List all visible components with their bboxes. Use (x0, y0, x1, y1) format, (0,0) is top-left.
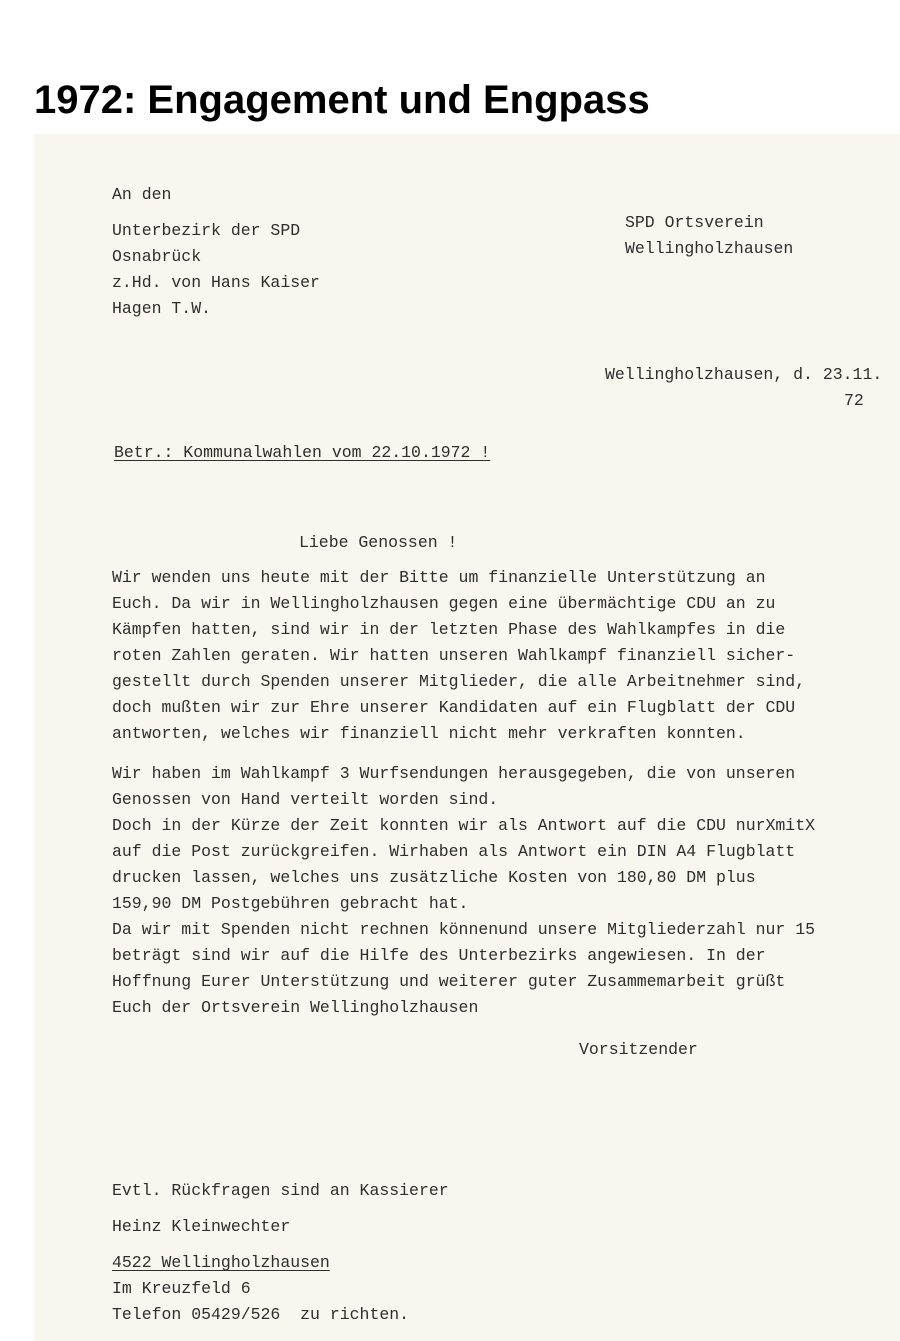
body-line: roten Zahlen geraten. Wir hatten unseren Wahlkampf finanziell sicher- (112, 646, 796, 665)
body-line: Euch der Ortsverein Wellingholzhausen (112, 998, 479, 1017)
body-paragraph-1 (112, 565, 805, 747)
body-line: Kämpfen hatten, sind wir in der letzten Phase des Wahlkampfes in die (112, 620, 786, 639)
footer-line: Im Kreuzfeld 6 (112, 1279, 251, 1298)
body-line: Hoffnung Eurer Unterstützung und weiterer guter Zusammemarbeit grüßt (112, 972, 786, 991)
body-line: beträgt sind wir auf die Hilfe des Unterbezirks angewiesen. In der (112, 946, 766, 965)
recipient-line: Osnabrück (112, 247, 202, 266)
recipient-line: Hagen T.W. (112, 299, 212, 318)
page-title: 1972: Engagement und Engpass (34, 78, 650, 122)
subject-line: Betr.: Kommunalwahlen vom 22.10.1972 ! (114, 443, 491, 462)
body-line: Doch in der Kürze der Zeit konnten wir als Antwort auf die CDU nurXmitX (112, 816, 816, 835)
closing-role: Vorsitzender (579, 1040, 698, 1059)
body-line: Wir wenden uns heute mit der Bitte um finanzielle Unterstützung an (112, 568, 766, 587)
body-line: 159,90 DM Postgebühren gebracht hat. (112, 894, 469, 913)
date-year: 72 (844, 391, 864, 410)
recipient-line: z.Hd. von Hans Kaiser (112, 273, 320, 292)
body-line: Genossen von Hand verteilt worden sind. (112, 790, 499, 809)
footer-address: 4522 Wellingholzhausen (112, 1253, 330, 1272)
date-line: Wellingholzhausen, d. 23.11. (605, 365, 883, 384)
body-line: gestellt durch Spenden unserer Mitglieder, die alle Arbeitnehmer sind, (112, 672, 806, 691)
body-line: doch mußten wir zur Ehre unserer Kandidaten auf ein Flugblatt der CDU (112, 698, 796, 717)
salutation: Liebe Genossen ! (299, 533, 458, 552)
body-line: drucken lassen, welches uns zusätzliche Kosten von 180,80 DM plus (112, 868, 756, 887)
footer-line: Heinz Kleinwechter (112, 1217, 291, 1236)
sender-line: SPD Ortsverein (625, 213, 764, 232)
body-line: Da wir mit Spenden nicht rechnen könnenund unsere Mitgliederzahl nur 15 (112, 920, 816, 939)
letter-scan (34, 134, 900, 1341)
body-paragraph-2 (112, 761, 815, 1021)
recipient-line: An den (112, 185, 172, 204)
body-line: Wir haben im Wahlkampf 3 Wurfsendungen herausgegeben, die von unseren (112, 764, 796, 783)
recipient-line: Unterbezirk der SPD (112, 221, 301, 240)
footer-line: Evtl. Rückfragen sind an Kassierer (112, 1181, 449, 1200)
body-line: antworten, welches wir finanziell nicht mehr verkraften konnten. (112, 724, 746, 743)
sender-line: Wellingholzhausen (625, 239, 794, 258)
footer-phone: Telefon 05429/526 zu richten. (112, 1305, 410, 1324)
body-line: Euch. Da wir in Wellingholzhausen gegen eine übermächtige CDU an zu (112, 594, 776, 613)
body-line: auf die Post zurückgreifen. Wirhaben als Antwort ein DIN A4 Flugblatt (112, 842, 796, 861)
